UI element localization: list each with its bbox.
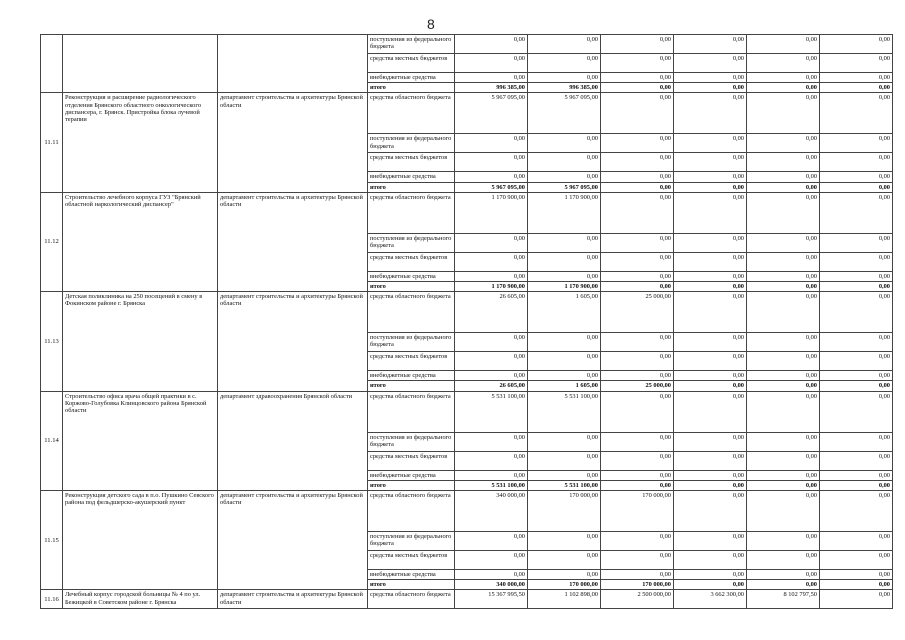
amount-cell: 0,00: [747, 252, 820, 271]
amount-cell: 0,00: [528, 153, 601, 172]
amount-cell: 0,00: [455, 35, 528, 54]
amount-cell: 0,00: [455, 172, 528, 182]
amount-cell: 0,00: [674, 83, 747, 93]
funding-source: средства областного бюджета: [368, 93, 455, 134]
amount-cell: 3 662 300,00: [674, 590, 747, 609]
amount-cell: 0,00: [601, 134, 674, 153]
amount-cell: 25 000,00: [601, 292, 674, 333]
amount-cell: 0,00: [820, 352, 893, 371]
amount-cell: 1 170 900,00: [528, 192, 601, 233]
amount-cell: 0,00: [820, 172, 893, 182]
funding-source: итого: [368, 480, 455, 490]
item-executor: департамент строительства и архитектуры Брянской области: [218, 590, 368, 609]
amount-cell: 8 102 797,50: [747, 590, 820, 609]
table-row: [41, 391, 893, 432]
amount-cell: 0,00: [455, 134, 528, 153]
amount-cell: 0,00: [455, 470, 528, 480]
amount-cell: 996 385,00: [455, 83, 528, 93]
amount-cell: 0,00: [820, 282, 893, 292]
amount-cell: 0,00: [747, 83, 820, 93]
funding-source: итого: [368, 83, 455, 93]
amount-cell: 0,00: [601, 352, 674, 371]
amount-cell: 0,00: [674, 282, 747, 292]
amount-cell: 0,00: [528, 172, 601, 182]
amount-cell: 0,00: [674, 491, 747, 532]
amount-cell: 170 000,00: [528, 491, 601, 532]
table-row: [41, 292, 893, 333]
amount-cell: 0,00: [820, 192, 893, 233]
page-number: 8: [427, 16, 435, 32]
amount-cell: 0,00: [820, 292, 893, 333]
amount-cell: 0,00: [820, 491, 893, 532]
amount-cell: 26 605,00: [455, 292, 528, 333]
amount-cell: 0,00: [820, 532, 893, 551]
amount-cell: 0,00: [747, 233, 820, 252]
amount-cell: 1 605,00: [528, 292, 601, 333]
amount-cell: 170 000,00: [601, 491, 674, 532]
amount-cell: 0,00: [674, 35, 747, 54]
amount-cell: 0,00: [820, 391, 893, 432]
item-code: 11.11: [41, 93, 63, 192]
amount-cell: 0,00: [747, 432, 820, 451]
amount-cell: 0,00: [747, 134, 820, 153]
amount-cell: 0,00: [601, 271, 674, 281]
amount-cell: 0,00: [674, 451, 747, 470]
amount-cell: 26 605,00: [455, 381, 528, 391]
amount-cell: 0,00: [528, 333, 601, 352]
amount-cell: 5 967 095,00: [455, 93, 528, 134]
funding-source: итого: [368, 182, 455, 192]
amount-cell: 0,00: [601, 93, 674, 134]
amount-cell: 0,00: [820, 333, 893, 352]
amount-cell: 0,00: [674, 551, 747, 570]
amount-cell: 0,00: [674, 93, 747, 134]
item-executor: департамент строительства и архитектуры Брянской области: [218, 491, 368, 590]
amount-cell: 0,00: [820, 83, 893, 93]
funding-source: средства местных бюджетов: [368, 54, 455, 73]
amount-cell: 170 000,00: [601, 580, 674, 590]
funding-source: поступления из федерального бюджета: [368, 333, 455, 352]
amount-cell: 0,00: [747, 352, 820, 371]
budget-table: [40, 34, 893, 609]
item-code: 11.16: [41, 590, 63, 609]
amount-cell: 0,00: [528, 570, 601, 580]
amount-cell: 0,00: [674, 233, 747, 252]
item-code: [41, 35, 63, 93]
funding-source: внебюджетные средства: [368, 271, 455, 281]
item-name: Строительство лечебного корпуса ГУЗ "Брянский областной наркологический диспансер": [63, 192, 218, 291]
amount-cell: 0,00: [455, 371, 528, 381]
amount-cell: 0,00: [747, 491, 820, 532]
amount-cell: 5 531 100,00: [455, 480, 528, 490]
amount-cell: 0,00: [455, 333, 528, 352]
amount-cell: 0,00: [455, 233, 528, 252]
amount-cell: 0,00: [820, 54, 893, 73]
item-executor: [218, 35, 368, 93]
amount-cell: 0,00: [528, 134, 601, 153]
funding-source: итого: [368, 381, 455, 391]
amount-cell: 0,00: [528, 470, 601, 480]
amount-cell: 0,00: [455, 532, 528, 551]
amount-cell: 0,00: [747, 381, 820, 391]
amount-cell: 0,00: [674, 292, 747, 333]
amount-cell: 0,00: [601, 192, 674, 233]
table-row: [41, 491, 893, 532]
amount-cell: 0,00: [601, 282, 674, 292]
funding-source: средства местных бюджетов: [368, 153, 455, 172]
amount-cell: 0,00: [528, 54, 601, 73]
table-row: [41, 192, 893, 233]
amount-cell: 0,00: [820, 182, 893, 192]
amount-cell: 170 000,00: [528, 580, 601, 590]
amount-cell: 0,00: [820, 590, 893, 609]
table-row: [41, 93, 893, 134]
amount-cell: 0,00: [528, 371, 601, 381]
amount-cell: 0,00: [601, 73, 674, 83]
funding-source: итого: [368, 282, 455, 292]
amount-cell: 0,00: [820, 233, 893, 252]
amount-cell: 0,00: [601, 54, 674, 73]
amount-cell: 0,00: [601, 83, 674, 93]
amount-cell: 0,00: [674, 391, 747, 432]
amount-cell: 0,00: [820, 580, 893, 590]
amount-cell: 0,00: [455, 551, 528, 570]
amount-cell: 0,00: [674, 271, 747, 281]
funding-source: средства областного бюджета: [368, 491, 455, 532]
amount-cell: 0,00: [747, 182, 820, 192]
amount-cell: 0,00: [455, 73, 528, 83]
amount-cell: 0,00: [601, 451, 674, 470]
amount-cell: 0,00: [601, 470, 674, 480]
amount-cell: 0,00: [601, 371, 674, 381]
amount-cell: 0,00: [747, 282, 820, 292]
amount-cell: 0,00: [601, 551, 674, 570]
amount-cell: 0,00: [601, 252, 674, 271]
amount-cell: 0,00: [820, 470, 893, 480]
funding-source: средства местных бюджетов: [368, 252, 455, 271]
funding-source: внебюджетные средства: [368, 73, 455, 83]
amount-cell: 0,00: [747, 292, 820, 333]
amount-cell: 996 385,00: [528, 83, 601, 93]
amount-cell: 0,00: [747, 271, 820, 281]
amount-cell: 0,00: [820, 381, 893, 391]
table-row: [41, 590, 893, 609]
amount-cell: 0,00: [455, 432, 528, 451]
amount-cell: 0,00: [601, 570, 674, 580]
amount-cell: 0,00: [601, 153, 674, 172]
item-code: 11.15: [41, 491, 63, 590]
amount-cell: 0,00: [674, 580, 747, 590]
funding-source: итого: [368, 580, 455, 590]
amount-cell: 0,00: [601, 172, 674, 182]
amount-cell: 0,00: [820, 480, 893, 490]
amount-cell: 5 967 095,00: [455, 182, 528, 192]
amount-cell: 0,00: [820, 73, 893, 83]
amount-cell: 0,00: [528, 551, 601, 570]
amount-cell: 0,00: [455, 252, 528, 271]
item-name: Строительство офиса врача общей практики в с. Коржово-Голубовка Клинцовского района Брянской области: [63, 391, 218, 490]
amount-cell: 0,00: [747, 54, 820, 73]
amount-cell: 0,00: [455, 54, 528, 73]
amount-cell: 1 170 900,00: [455, 192, 528, 233]
item-executor: департамент здравоохранения Брянской области: [218, 391, 368, 490]
amount-cell: 0,00: [528, 35, 601, 54]
funding-source: средства областного бюджета: [368, 590, 455, 609]
amount-cell: 0,00: [674, 570, 747, 580]
amount-cell: 5 967 095,00: [528, 93, 601, 134]
amount-cell: 0,00: [528, 271, 601, 281]
amount-cell: 0,00: [455, 570, 528, 580]
amount-cell: 0,00: [747, 172, 820, 182]
funding-source: средства областного бюджета: [368, 391, 455, 432]
amount-cell: 0,00: [747, 470, 820, 480]
amount-cell: 0,00: [601, 233, 674, 252]
funding-source: внебюджетные средства: [368, 470, 455, 480]
amount-cell: 0,00: [747, 570, 820, 580]
amount-cell: 0,00: [747, 192, 820, 233]
amount-cell: 0,00: [674, 252, 747, 271]
funding-source: средства областного бюджета: [368, 192, 455, 233]
amount-cell: 0,00: [674, 192, 747, 233]
amount-cell: 0,00: [820, 451, 893, 470]
amount-cell: 0,00: [820, 134, 893, 153]
funding-source: поступления из федерального бюджета: [368, 134, 455, 153]
amount-cell: 0,00: [747, 580, 820, 590]
amount-cell: 1 102 898,00: [528, 590, 601, 609]
amount-cell: 5 531 100,00: [528, 480, 601, 490]
amount-cell: 340 000,00: [455, 580, 528, 590]
funding-source: поступления из федерального бюджета: [368, 432, 455, 451]
funding-source: поступления из федерального бюджета: [368, 35, 455, 54]
item-name: Реконструкция и расширение радиологического отделения Брянского областного онкологического диспансера, г. Брянск. Пристройка блока лучевой терапии: [63, 93, 218, 192]
amount-cell: 0,00: [674, 73, 747, 83]
amount-cell: 0,00: [674, 134, 747, 153]
item-code: 11.12: [41, 192, 63, 291]
funding-source: средства областного бюджета: [368, 292, 455, 333]
amount-cell: 0,00: [820, 93, 893, 134]
amount-cell: 0,00: [674, 470, 747, 480]
funding-source: средства местных бюджетов: [368, 551, 455, 570]
amount-cell: 25 000,00: [601, 381, 674, 391]
amount-cell: 340 000,00: [455, 491, 528, 532]
amount-cell: 0,00: [455, 271, 528, 281]
amount-cell: 0,00: [455, 451, 528, 470]
amount-cell: 0,00: [820, 371, 893, 381]
amount-cell: 1 170 900,00: [455, 282, 528, 292]
amount-cell: 0,00: [747, 451, 820, 470]
amount-cell: 0,00: [601, 182, 674, 192]
funding-source: внебюджетные средства: [368, 371, 455, 381]
amount-cell: 0,00: [747, 480, 820, 490]
item-name: Лечебный корпус городской больницы № 4 по ул. Бежицкой в Советском районе г. Брянска: [63, 590, 218, 609]
amount-cell: 0,00: [747, 391, 820, 432]
item-name: Детская поликлиника на 250 посещений в смену в Фокинском районе г. Брянска: [63, 292, 218, 391]
amount-cell: 5 531 100,00: [528, 391, 601, 432]
amount-cell: 0,00: [747, 333, 820, 352]
amount-cell: 0,00: [674, 381, 747, 391]
amount-cell: 0,00: [747, 73, 820, 83]
item-name: [63, 35, 218, 93]
amount-cell: 0,00: [674, 172, 747, 182]
amount-cell: 0,00: [820, 252, 893, 271]
amount-cell: 5 531 100,00: [455, 391, 528, 432]
item-name: Реконструкция детского сада в п.о. Пушкино Севского района под фельдшерско-акушерский пункт: [63, 491, 218, 590]
amount-cell: 5 967 095,00: [528, 182, 601, 192]
amount-cell: 0,00: [528, 252, 601, 271]
amount-cell: 0,00: [601, 333, 674, 352]
amount-cell: 0,00: [820, 153, 893, 172]
amount-cell: 0,00: [674, 182, 747, 192]
item-executor: департамент строительства и архитектуры Брянской области: [218, 93, 368, 192]
amount-cell: 0,00: [820, 570, 893, 580]
item-executor: департамент строительства и архитектуры Брянской области: [218, 192, 368, 291]
item-code: 11.14: [41, 391, 63, 490]
amount-cell: 0,00: [528, 73, 601, 83]
amount-cell: 15 367 995,50: [455, 590, 528, 609]
funding-source: поступления из федерального бюджета: [368, 233, 455, 252]
amount-cell: 0,00: [820, 35, 893, 54]
amount-cell: 0,00: [601, 391, 674, 432]
amount-cell: 0,00: [820, 551, 893, 570]
amount-cell: 0,00: [747, 153, 820, 172]
amount-cell: 0,00: [674, 532, 747, 551]
amount-cell: 0,00: [601, 532, 674, 551]
amount-cell: 2 500 000,00: [601, 590, 674, 609]
amount-cell: 0,00: [528, 451, 601, 470]
funding-source: внебюджетные средства: [368, 570, 455, 580]
amount-cell: 0,00: [528, 432, 601, 451]
item-code: 11.13: [41, 292, 63, 391]
amount-cell: 0,00: [674, 480, 747, 490]
amount-cell: 0,00: [601, 480, 674, 490]
amount-cell: 0,00: [674, 352, 747, 371]
amount-cell: 1 170 900,00: [528, 282, 601, 292]
funding-source: средства местных бюджетов: [368, 451, 455, 470]
amount-cell: 0,00: [820, 432, 893, 451]
amount-cell: 0,00: [601, 35, 674, 54]
amount-cell: 0,00: [455, 352, 528, 371]
amount-cell: 1 605,00: [528, 381, 601, 391]
amount-cell: 0,00: [747, 35, 820, 54]
item-executor: департамент строительства и архитектуры Брянской области: [218, 292, 368, 391]
amount-cell: 0,00: [528, 532, 601, 551]
table-row: [41, 35, 893, 54]
amount-cell: 0,00: [747, 551, 820, 570]
amount-cell: 0,00: [674, 153, 747, 172]
amount-cell: 0,00: [528, 352, 601, 371]
amount-cell: 0,00: [674, 333, 747, 352]
amount-cell: 0,00: [747, 371, 820, 381]
amount-cell: 0,00: [747, 532, 820, 551]
amount-cell: 0,00: [674, 371, 747, 381]
funding-source: поступления из федерального бюджета: [368, 532, 455, 551]
amount-cell: 0,00: [820, 271, 893, 281]
funding-source: средства местных бюджетов: [368, 352, 455, 371]
amount-cell: 0,00: [674, 432, 747, 451]
amount-cell: 0,00: [674, 54, 747, 73]
amount-cell: 0,00: [455, 153, 528, 172]
amount-cell: 0,00: [747, 93, 820, 134]
funding-source: внебюджетные средства: [368, 172, 455, 182]
amount-cell: 0,00: [601, 432, 674, 451]
amount-cell: 0,00: [528, 233, 601, 252]
